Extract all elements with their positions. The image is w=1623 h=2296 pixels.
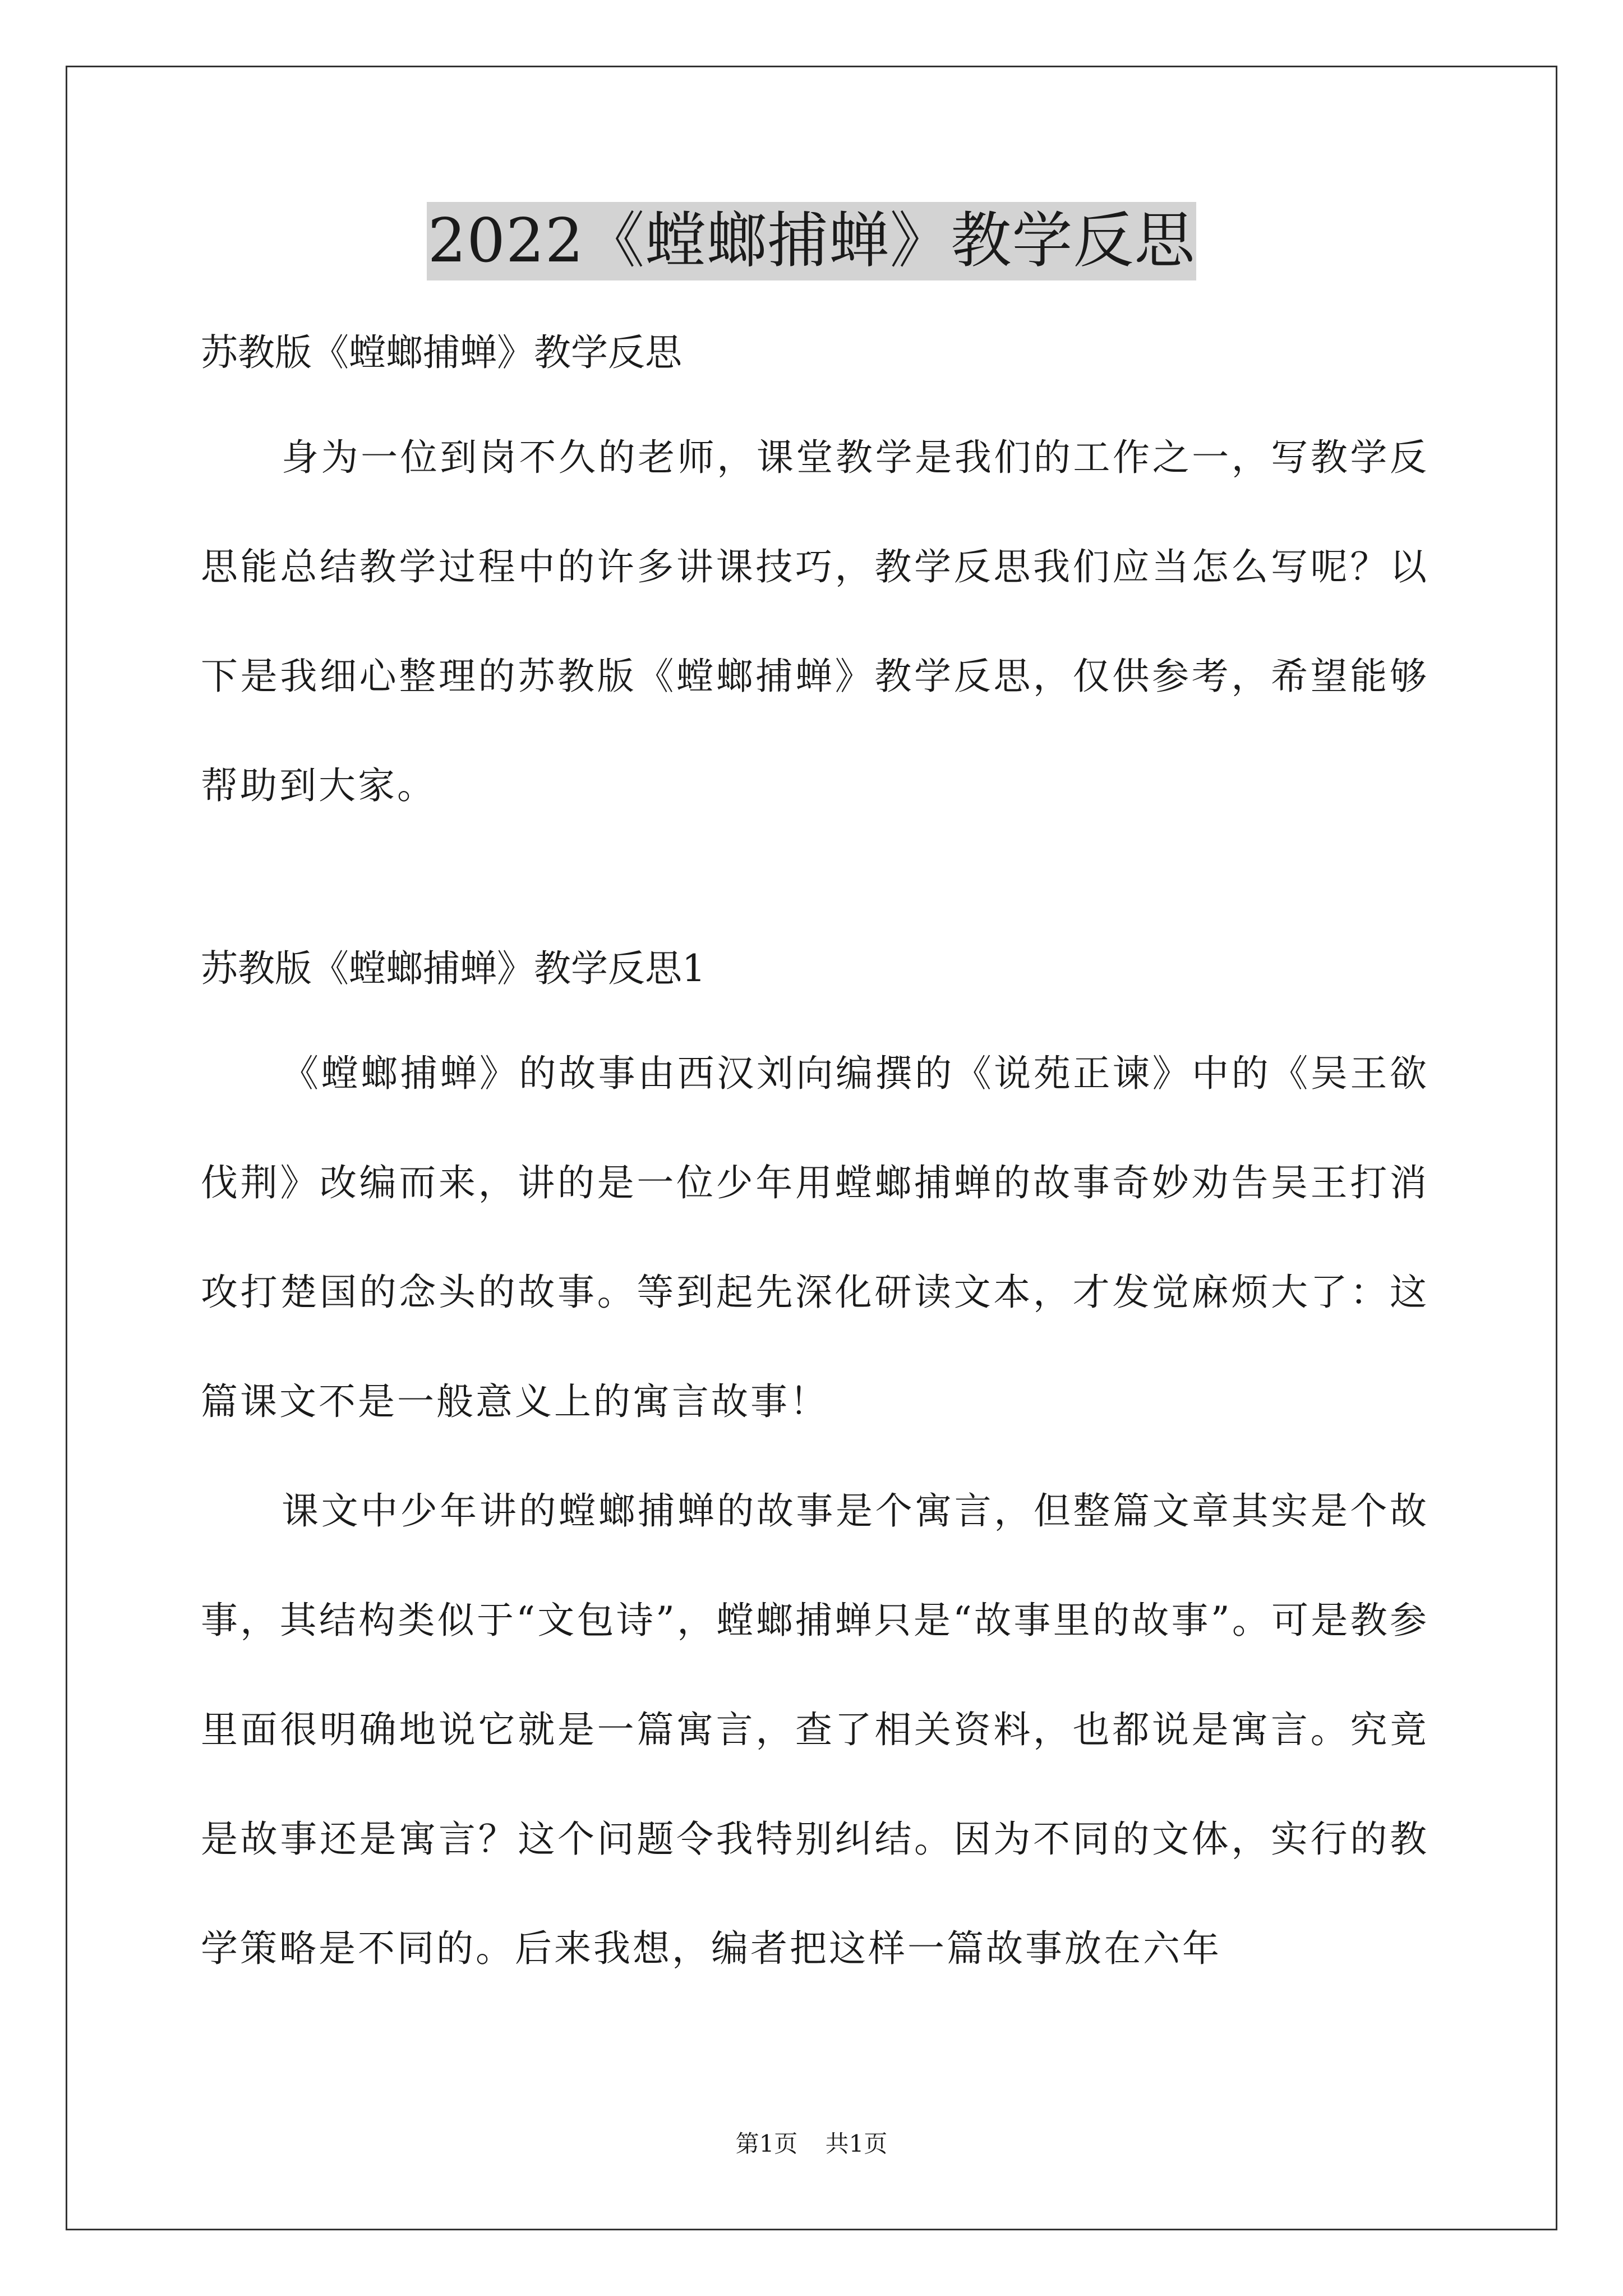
section-spacer bbox=[201, 840, 1429, 919]
title-area bbox=[0, 202, 1623, 280]
intro-heading: 苏教版《螳螂捕蝉》教学反思 bbox=[201, 331, 682, 374]
intro-paragraph: 身为一位到岗不久的老师，课堂教学是我们的工作之一，写教学反思能总结教学过程中的许多讲课技巧，教学反思我们应当怎么写呢？以下是我细心整理的苏教版《螳螂捕蝉》教学反思，仅供参考，希望能够帮助到大家。 bbox=[201, 436, 1429, 807]
page-number-current: 第1页 bbox=[735, 2130, 798, 2157]
section1-paragraph-2: 课文中少年讲的螳螂捕蝉的故事是个寓言，但整篇文章其实是个故事，其结构类似于“文包诗”，螳螂捕蝉只是“故事里的故事”。可是教参里面很明确地说它就是一篇寓言，查了相关资料，也都说是寓言。究竟是故事还是寓言？这个问题令我特别纠结。因为不同的文体，实行的教学策略是不同的。后来我想，编者把这样一篇故事放在六年 bbox=[201, 1489, 1429, 1970]
section1-heading: 苏教版《螳螂捕蝉》教学反思1 bbox=[201, 947, 706, 990]
document-body bbox=[201, 303, 1429, 2003]
section1-paragraph-1: 《螳螂捕蝉》的故事由西汉刘向编撰的《说苑正谏》中的《吴王欲伐荆》改编而来，讲的是一位少年用螳螂捕蝉的故事奇妙劝告吴王打消攻打楚国的念头的故事。等到起先深化研读文本，才发觉麻烦大了：这篇课文不是一般意义上的寓言故事！ bbox=[201, 1052, 1429, 1423]
page-footer bbox=[0, 2127, 1623, 2161]
document-title: 2022《螳螂捕蝉》教学反思 bbox=[427, 202, 1197, 280]
page-number-total: 共1页 bbox=[825, 2130, 888, 2157]
